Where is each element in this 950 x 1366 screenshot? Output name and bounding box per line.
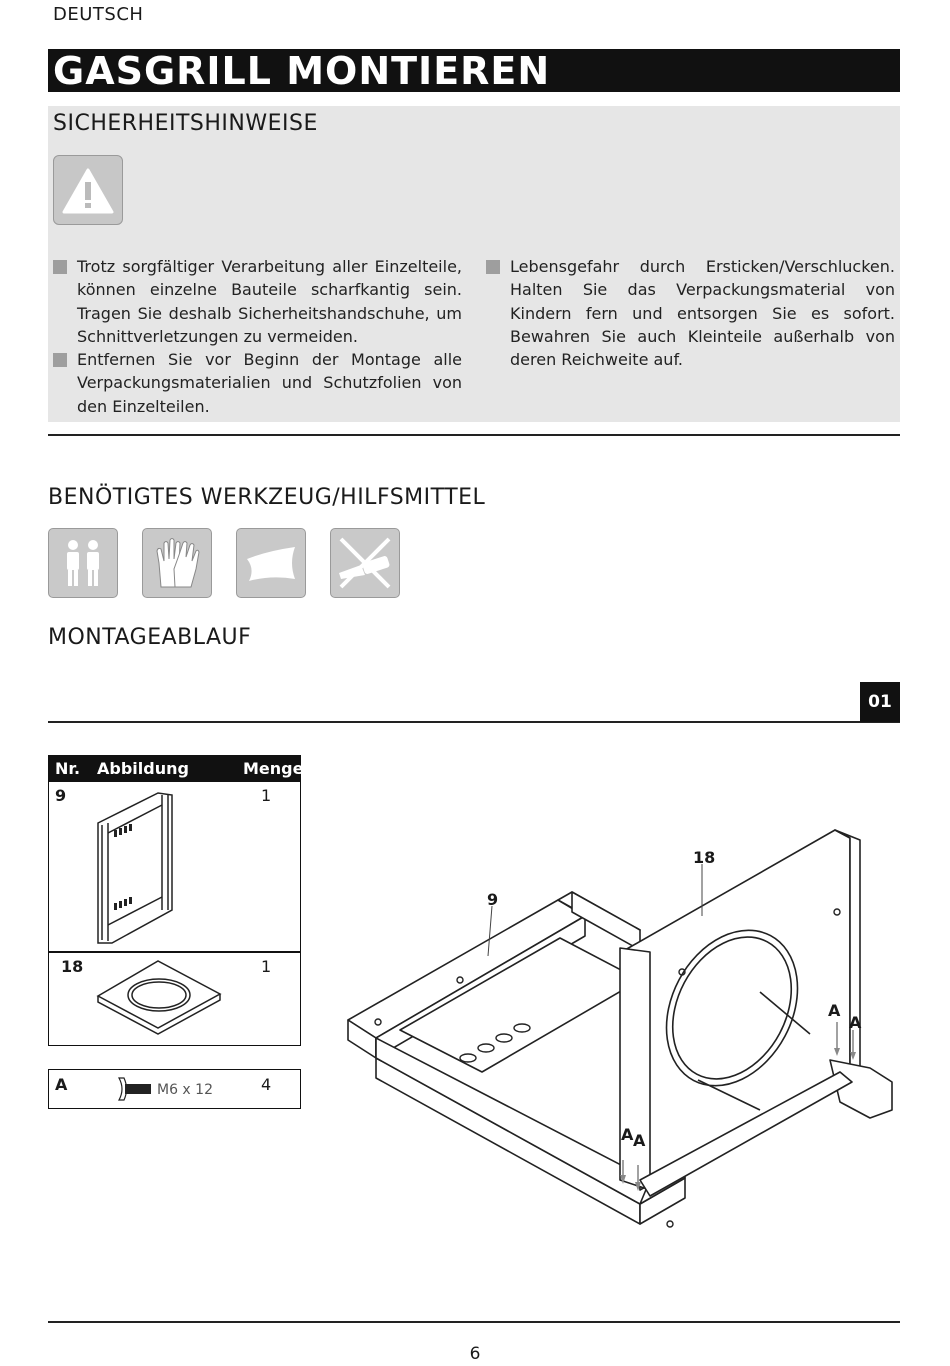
hardware-nr: A (55, 1075, 68, 1094)
bullet-square (486, 260, 500, 274)
safety-heading: SICHERHEITSHINWEISE (53, 111, 318, 136)
two-persons-icon (48, 528, 118, 598)
assembly-heading: MONTAGEABLAUF (48, 625, 252, 650)
safety-item (53, 348, 462, 418)
screw-spec: M6 x 12 (157, 1082, 213, 1098)
part-nr: 18 (61, 957, 84, 976)
footer-divider (48, 1321, 900, 1323)
tools-heading: BENÖTIGTES WERKZEUG/HILFSMITTEL (48, 485, 486, 510)
safety-column-right (486, 255, 895, 371)
part-18-image (95, 958, 225, 1038)
bullet-square (53, 353, 67, 367)
screw-label: A (633, 1131, 646, 1150)
safety-item (53, 255, 462, 348)
no-knife-icon (330, 528, 400, 598)
safety-item (486, 255, 895, 371)
safety-text: Lebensgefahr durch Ersticken/Verschlucken. Halten Sie das Verpackungsmaterial von Kindern fern und entsorgen Sie es sofort. Bewahren Sie auch Kleinteile außerhalb von deren Reichweite auf. (510, 257, 895, 370)
page-number: 6 (469, 1344, 481, 1364)
row-divider (49, 951, 300, 953)
screw-label: A (828, 1001, 841, 1020)
safety-text: Entfernen Sie vor Beginn der Montage alle Verpackungsmaterialien und Schutzfolien von den Einzelteilen. (77, 350, 462, 416)
col-qty-header: Menge (243, 759, 304, 778)
step-number-badge: 01 (860, 682, 900, 722)
col-nr-header: Nr. (55, 759, 81, 778)
step-divider (48, 721, 900, 723)
warning-icon (53, 155, 123, 225)
screw-icon (117, 1076, 153, 1102)
divider (48, 434, 900, 436)
screw-label: A (621, 1125, 634, 1144)
part-qty: 1 (261, 957, 272, 976)
language-label: DEUTSCH (53, 4, 144, 25)
part-9-image (88, 785, 188, 950)
col-figure-header: Abbildung (97, 759, 189, 778)
parts-table-header (48, 755, 304, 782)
part-qty: 1 (261, 786, 272, 805)
part-18-label: 18 (693, 848, 716, 867)
bullet-square (53, 260, 67, 274)
assembly-diagram (340, 820, 910, 1250)
gloves-icon (142, 528, 212, 598)
part-9-label: 9 (487, 890, 499, 909)
cloth-icon (236, 528, 306, 598)
hardware-qty: 4 (261, 1075, 272, 1094)
safety-text: Trotz sorgfältiger Verarbeitung aller Einzelteile, können einzelne Bauteile scharfkantig sein. Tragen Sie deshalb Sicherheitshandschuhe, um Schnittverletzungen zu vermeiden. (77, 257, 462, 346)
screw-label: A (849, 1013, 862, 1032)
part-nr: 9 (55, 786, 67, 805)
page-title: GASGRILL MONTIEREN (53, 49, 551, 93)
safety-column-left (53, 255, 462, 418)
